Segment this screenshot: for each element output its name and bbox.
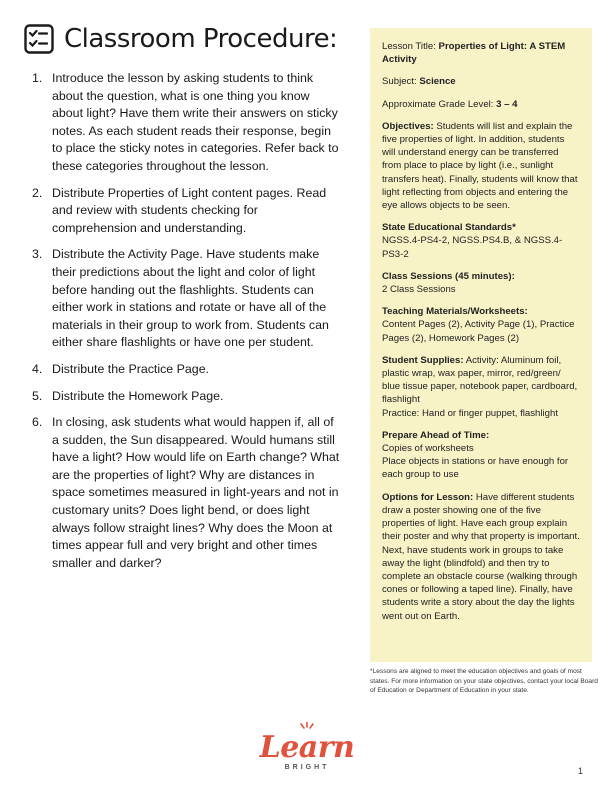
supplies-practice: Practice: Hand or finger puppet, flashlight (382, 407, 558, 419)
sessions-field (382, 270, 580, 296)
objectives-value: Students will list and explain the five properties of light. In addition, students will understand energy can be transferred from place to place by light (i.e., sunlight transfers heat). Finally, students will know that light reflecting from objects and entering the eye allows objects to be seen. (382, 120, 578, 212)
lesson-title-label: Lesson Title: (382, 41, 436, 52)
step-text: Distribute the Activity Page. Have students make their predictions about the light and color of light before handing out the flashlights. Students can either work in stations and rotate or have all of the materials in their group to work from. Students can either share flashlights or have one per student. (52, 247, 329, 350)
prepare-item: Copies of worksheets (382, 443, 474, 455)
page-number: 1 (578, 766, 584, 776)
subject-value: Science (419, 76, 456, 88)
prepare-field (382, 429, 580, 482)
materials-value: Content Pages (2), Activity Page (1), Practice Pages (2), Homework Pages (2) (382, 319, 575, 344)
list-item (32, 414, 344, 572)
grade-label: Approximate Grade Level: (382, 98, 494, 110)
list-item (32, 388, 344, 406)
standards-value: NGSS.4-PS4-2, NGSS.PS4.B, & NGSS.4-PS3-2 (382, 235, 563, 260)
page-header (24, 24, 337, 54)
supplies-field (382, 354, 580, 420)
step-number: 6. (32, 415, 43, 430)
standards-footnote: *Lessons are aligned to meet the education objectives and goals of most states. For more information on your state objectives, contact your local Board of Education or Department of Education in your state. (370, 668, 598, 695)
standards-field (382, 221, 580, 261)
objectives-label: Objectives: (382, 120, 434, 132)
step-number: 5. (32, 388, 43, 403)
step-number: 2. (32, 185, 43, 200)
list-item (32, 185, 344, 238)
list-item (32, 246, 344, 352)
options-label: Options for Lesson: (382, 491, 474, 503)
checklist-icon (24, 24, 54, 54)
procedure-list (32, 70, 344, 581)
learn-bright-logo (252, 728, 362, 776)
page-title: Classroom Procedure: (64, 24, 338, 54)
prepare-item: Place objects in stations or have enough for each group to use (382, 456, 569, 481)
materials-field (382, 305, 580, 345)
objectives-field (382, 120, 580, 212)
grade-value: 3 – 4 (496, 98, 518, 110)
step-text: Distribute the Practice Page. (52, 361, 210, 376)
prepare-label: Prepare Ahead of Time: (382, 429, 490, 441)
sessions-value: 2 Class Sessions (382, 284, 456, 296)
supplies-label: Student Supplies: (382, 354, 464, 366)
options-field (382, 491, 580, 623)
grade-field (382, 98, 580, 111)
logo-wordmark: Learn (259, 730, 355, 765)
lesson-info-sidebar (370, 28, 592, 662)
subject-field (382, 75, 580, 88)
step-number: 4. (32, 361, 43, 376)
subject-label: Subject: (382, 76, 417, 88)
step-text: In closing, ask students what would happen if, all of a sudden, the Sun disappeared. Would humans still have a light? How would life on Earth change? What are the properties of light? Why are distances in space sometimes measured in light-years and not in customary units? Does light bend, or does light always follow straight lines? Why does the Moon at times appear full and very bright and other times smaller and darker? (52, 415, 340, 570)
list-item (32, 70, 344, 176)
step-text: Distribute the Homework Page. (52, 388, 224, 403)
step-number: 3. (32, 247, 43, 262)
materials-label: Teaching Materials/Worksheets: (382, 306, 528, 318)
standards-label: State Educational Standards* (382, 222, 516, 234)
sessions-label: Class Sessions (45 minutes): (382, 270, 515, 282)
logo-subtitle: BRIGHT (284, 764, 330, 771)
step-text: Introduce the lesson by asking students to think about the question, what is one thing you know about light? Have them write their answers on sticky notes. As each student reads their response, begin to place the sticky notes in categories. Refer back to these categories throughout the lesson. (52, 71, 339, 173)
lesson-title-field (382, 40, 580, 66)
lesson-title-value: Properties of Light: A STEM Activity (382, 41, 566, 66)
supplies-value: Activity: Aluminum foil, plastic wrap, wax paper, mirror, red/green/ blue tissue paper, notebook paper, cardboard, flashlight (382, 354, 578, 406)
list-item (32, 361, 344, 379)
options-value: Have different students draw a poster showing one of the five properties of light. Have each group explain their poster and why that property is important. Next, have students work in groups to take away the light (blindfold) and then try to complete an obstacle course (walking through cones or following a taped line). Finally, have students write a story about the day the lights went out on Earth. (382, 491, 580, 622)
step-text: Distribute Properties of Light content pages. Read and review with students checking for comprehension and understanding. (52, 185, 327, 235)
step-number: 1. (32, 71, 43, 85)
